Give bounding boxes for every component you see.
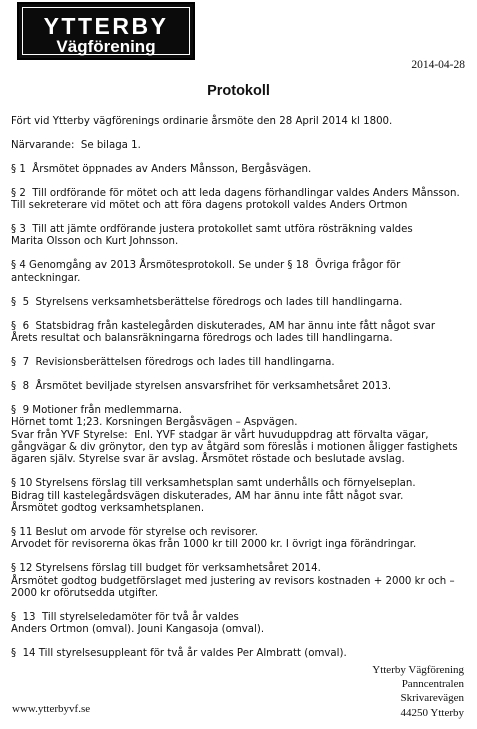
minutes-paragraph (11, 612, 473, 637)
minutes-paragraph (11, 188, 473, 213)
paragraph-line: Marita Olsson och Kurt Johnsson. (11, 236, 179, 248)
minutes-paragraph (11, 164, 473, 176)
paragraph-line: § 10 Styrelsens förslag till verksamhetsplan samt underhålls och förnyelseplan. (11, 478, 416, 490)
footer-website: www.ytterbyvf.se (12, 703, 91, 715)
paragraph-line: § 7 Revisionsberättelsen föredrogs och lades till handlingarna. (11, 356, 335, 368)
paragraph-line: 2000 kr oförutsedda utgifter. (11, 588, 159, 600)
paragraph-line: § 14 Till styrelsesuppleant för två år valdes Per Almbratt (omval). (11, 648, 347, 660)
minutes-paragraph (11, 224, 473, 249)
address-line: 44250 Ytterby (400, 706, 464, 719)
minutes-paragraph (11, 527, 473, 552)
paragraph-line: gångvägar & div grönytor, den typ av åtgärd som föreslås i motionen åligger fastighets (11, 441, 458, 453)
paragraph-line: § 8 Årsmötet beviljade styrelsen ansvarsfrihet för verksamhetsåret 2013. (11, 380, 392, 392)
paragraph-line: Årets resultat och balansräkningarna föredrogs och lades till handlingarna. (11, 332, 393, 344)
paragraph-line: Hörnet tomt 1;23. Korsningen Bergåsvägen – Aspvägen. (11, 417, 298, 429)
minutes-paragraph (11, 260, 473, 285)
minutes-paragraph (11, 140, 473, 152)
paragraph-line: Bidrag till kastelegårdsvägen diskuterades, AM har ännu inte fått något svar. (11, 490, 404, 502)
paragraph-line: Anders Ortmon (omval). Jouni Kangasoja (omval). (11, 624, 265, 636)
footer-address (372, 663, 464, 720)
paragraph-line: § 9 Motioner från medlemmarna. (11, 404, 183, 416)
paragraph-line: § 2 Till ordförande för mötet och att leda dagens förhandlingar valdes Anders Månsson. (11, 187, 460, 199)
document-date: 2014-04-28 (411, 59, 465, 71)
minutes-paragraph (11, 478, 473, 515)
logo-border (22, 7, 190, 55)
minutes-paragraph (11, 405, 473, 467)
paragraph-line: § 12 Styrelsens förslag till budget för verksamhetsåret 2014. (11, 563, 321, 575)
paragraph-line: § 11 Beslut om arvode för styrelse och revisorer. (11, 526, 259, 538)
minutes-paragraph (11, 297, 473, 309)
paragraph-line: ägaren själv. Styrelse svar är avslag. Årsmötet röstade och beslutade avslag. (11, 454, 405, 466)
paragraph-line: Arvodet för revisorerna ökas från 1000 kr till 2000 kr. I övrigt inga förändringar. (11, 539, 417, 551)
paragraph-line: Fört vid Ytterby vägförenings ordinarie årsmöte den 28 April 2014 kl 1800. (11, 116, 393, 127)
paragraph-line: Närvarande: Se bilaga 1. (11, 139, 141, 151)
logo-subtitle: Vägförening (56, 37, 156, 56)
paragraph-line: Svar från YVF Styrelse: Enl. YVF stadgar är vårt huvuduppdrag att förvalta vägar, (11, 429, 429, 441)
paragraph-line: § 5 Styrelsens verksamhetsberättelse föredrogs och lades till handlingarna. (11, 296, 403, 308)
minutes-paragraph (11, 357, 473, 369)
paragraph-line: Årsmötet godtog budgetförslaget med justering av revisors kostnaden + 2000 kr och – (11, 575, 455, 587)
minutes-paragraph (11, 381, 473, 393)
minutes-paragraph (11, 648, 473, 660)
minutes-body (11, 116, 473, 672)
paragraph-line: anteckningar. (11, 272, 81, 284)
minutes-paragraph (11, 321, 473, 346)
paragraph-line: Till sekreterare vid mötet och att föra dagens protokoll valdes Anders Ortmon (11, 200, 408, 212)
paragraph-line: § 3 Till att jämte ordförande justera protokollet samt utföra rösträkning valdes (11, 224, 413, 236)
minutes-paragraph (11, 563, 473, 600)
address-line: Ytterby Vägförening (372, 664, 464, 676)
paragraph-line: § 13 Till styrelseledamöter för två år valdes (11, 611, 239, 623)
paragraph-line: Årsmötet godtog verksamhetsplanen. (11, 503, 205, 515)
association-logo (17, 2, 195, 60)
logo-name: YTTERBY (43, 13, 169, 39)
address-line: Skrivarevägen (400, 692, 464, 705)
page-title: Protokoll (207, 83, 270, 99)
minutes-paragraph (11, 116, 473, 128)
paragraph-line: § 1 Årsmötet öppnades av Anders Månsson, Bergåsvägen. (11, 163, 312, 175)
address-line: Panncentralen (401, 678, 464, 691)
paragraph-line: § 4 Genomgång av 2013 Årsmötesprotokoll. Se under § 18 Övriga frågor för (11, 260, 401, 272)
paragraph-line: § 6 Statsbidrag från kastelegården diskuterades, AM har ännu inte fått något svar (11, 320, 436, 332)
